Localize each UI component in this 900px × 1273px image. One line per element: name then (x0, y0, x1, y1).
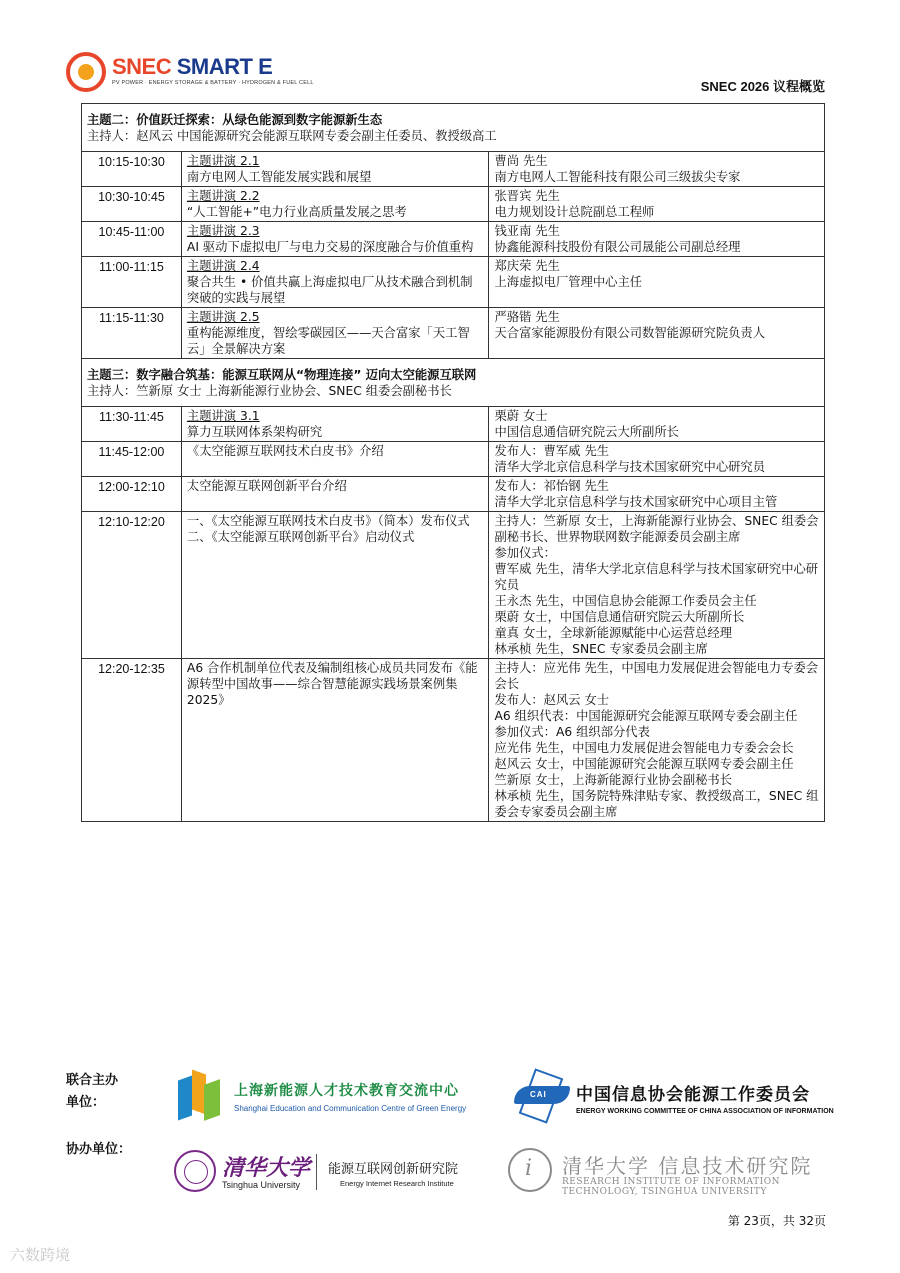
talk-title: 算力互联网体系架构研究 (186, 425, 323, 439)
talk-label: 主题讲演 3.1 (186, 409, 260, 423)
speaker-line: 主持人：应光伟 先生，中国电力发展促进会智能电力专委会会长 (494, 661, 819, 691)
eiri-name-en: Energy Internet Research Institute (340, 1179, 454, 1188)
session-topic (181, 257, 489, 308)
speaker-line: 发布人：祁怡钢 先生 (494, 479, 610, 493)
table-row (82, 442, 825, 477)
talk-label: 主题讲演 2.4 (186, 259, 260, 273)
session-topic (181, 222, 489, 257)
table-row (82, 407, 825, 442)
session-speaker (489, 308, 825, 359)
theme2-header (82, 104, 825, 152)
eiri-name-cn: 能源互联网创新研究院 (328, 1162, 459, 1177)
session-speaker (489, 512, 825, 659)
speaker-name: 严骆锴 先生 (494, 310, 560, 324)
talk-label: 主题讲演 2.3 (186, 224, 260, 238)
speaker-line: 发布人：赵风云 女士 (494, 693, 610, 707)
session-speaker (489, 257, 825, 308)
session-topic: 《太空能源互联网技术白皮书》介绍 (181, 442, 489, 477)
session-topic: 太空能源互联网创新平台介绍 (181, 477, 489, 512)
ceremony-line: 二、《太空能源互联网创新平台》启动仪式 (186, 530, 415, 544)
snec-logo-text: SNEC SMART E (112, 54, 273, 79)
eca-logo (514, 1068, 834, 1124)
speaker-line: 应光伟 先生，中国电力发展促进会智能电力专委会会长 (494, 741, 794, 755)
theme3-header (82, 359, 825, 407)
eca-name-en: ENERGY WORKING COMMITTEE OF CHINA ASSOCIATION OF INFORMATION (576, 1108, 834, 1115)
theme-host: 主持人：竺新原 女士 上海新能源行业协会、SNEC 组委会副秘书长 (87, 384, 452, 398)
session-topic (181, 187, 489, 222)
session-topic (181, 152, 489, 187)
riit-name-en: RESEARCH INSTITUTE OF INFORMATION TECHNOLOGY, TSINGHUA UNIVERSITY (562, 1177, 780, 1197)
speaker-line: 竺新原 女士，上海新能源行业协会副秘书长 (494, 773, 733, 787)
speaker-line: 参加仪式： (494, 546, 556, 560)
session-time: 10:15-10:30 (82, 152, 182, 187)
table-row (82, 222, 825, 257)
tsinghua-seal-icon (174, 1150, 216, 1192)
snec-logo (66, 52, 314, 96)
theme-row (82, 359, 825, 407)
tsinghua-name-cn: 清华大学 (222, 1155, 311, 1181)
talk-label: 主题讲演 2.1 (186, 154, 260, 168)
eca-logo-icon: CAI (514, 1068, 570, 1124)
talk-label: 主题讲演 2.5 (186, 310, 260, 324)
speaker-line: 林承桢 先生，国务院特殊津贴专家、教授级高工，SNEC 组委会专家委员会副主席 (494, 789, 819, 819)
speaker-line: 栗蔚 女士，中国信息通信研究院云大所副所长 (494, 610, 745, 624)
sec-logo (178, 1072, 488, 1128)
snec-logo-icon (66, 52, 106, 92)
session-time: 11:45-12:00 (82, 442, 182, 477)
table-row (82, 512, 825, 659)
theme-host: 主持人：赵风云 中国能源研究会能源互联网专委会副主任委员、教授级高工 (87, 129, 497, 143)
session-topic: A6 合作机制单位代表及编制组核心成员共同发布《能源转型中国故事——综合智慧能源实践场景案例集 2025》 (181, 659, 489, 822)
session-speaker (489, 407, 825, 442)
theme-title: 主题二：价值跃迁探索：从绿色能源到数字能源新生态 (87, 113, 383, 127)
speaker-line: 主持人：竺新原 女士，上海新能源行业协会、SNEC 组委会副秘书长、世界物联网数字能源委员会副主席 (494, 514, 819, 544)
speaker-line: 栗蔚 女士 (494, 409, 548, 423)
speaker-line: 王永杰 先生，中国信息协会能源工作委员会主任 (494, 594, 757, 608)
session-speaker (489, 187, 825, 222)
organizers-label: 联合主办 单位： (66, 1073, 119, 1110)
eca-name-cn: 中国信息协会能源工作委员会 (576, 1085, 810, 1105)
session-time: 12:10-12:20 (82, 512, 182, 659)
ceremony-line: 一、《太空能源互联网技术白皮书》（简本）发布仪式 (186, 514, 470, 528)
session-topic (181, 512, 489, 659)
session-time: 11:15-11:30 (82, 308, 182, 359)
session-time: 10:45-11:00 (82, 222, 182, 257)
table-row (82, 477, 825, 512)
talk-title: 聚合共生 • 价值共赢上海虚拟电厂从技术融合到机制突破的实践与展望 (186, 275, 473, 305)
talk-title: 南方电网人工智能发展实践和展望 (186, 170, 372, 184)
table-row (82, 659, 825, 822)
session-time: 11:30-11:45 (82, 407, 182, 442)
talk-label: 主题讲演 2.2 (186, 189, 260, 203)
speaker-line: 童真 女士，全球新能源赋能中心运营总经理 (494, 626, 733, 640)
speaker-line: 赵风云 女士，中国能源研究会能源互联网专委会副主任 (494, 757, 794, 771)
speaker-name: 张晋宾 先生 (494, 189, 560, 203)
co-organizers-label: 协办单位： (66, 1142, 132, 1157)
session-topic (181, 308, 489, 359)
session-speaker (489, 222, 825, 257)
riit-name-cn: 清华大学 信息技术研究院 (562, 1154, 813, 1178)
speaker-name: 钱亚南 先生 (494, 224, 560, 238)
session-speaker (489, 477, 825, 512)
session-time: 12:00-12:10 (82, 477, 182, 512)
speaker-affiliation: 南方电网人工智能科技有限公司三级拔尖专家 (494, 170, 741, 184)
session-time: 11:00-11:15 (82, 257, 182, 308)
speaker-line: 曹军威 先生，清华大学北京信息科学与技术国家研究中心研究员 (494, 562, 819, 592)
theme-row (82, 104, 825, 152)
speaker-line: 中国信息通信研究院云大所副所长 (494, 425, 679, 439)
speaker-line: 发布人：曹军威 先生 (494, 444, 610, 458)
riit-seal-icon (508, 1148, 552, 1192)
session-time: 12:20-12:35 (82, 659, 182, 822)
talk-title: 重构能源维度，智绘零碳园区——天合富家「天工智云」全景解决方案 (186, 326, 470, 356)
table-row (82, 187, 825, 222)
logo-divider (316, 1154, 317, 1190)
page-header (0, 0, 900, 100)
watermark: 六数跨境 (10, 1246, 71, 1264)
speaker-affiliation: 电力规划设计总院副总工程师 (494, 205, 655, 219)
snec-logo-subtitle: PV POWER · ENERGY STORAGE & BATTERY · HYDROGEN & FUEL CELL (112, 80, 314, 86)
table-row (82, 152, 825, 187)
speaker-line: 参加仪式：A6 组织部分代表 (494, 725, 650, 739)
session-speaker (489, 442, 825, 477)
speaker-line: 清华大学北京信息科学与技术国家研究中心研究员 (494, 460, 766, 474)
speaker-affiliation: 上海虚拟电厂管理中心主任 (494, 275, 643, 289)
page-number: 第 23页，共 32页 (727, 1214, 826, 1228)
speaker-name: 郑庆荣 先生 (494, 259, 560, 273)
speaker-line: 清华大学北京信息科学与技术国家研究中心项目主管 (494, 495, 778, 509)
session-speaker (489, 152, 825, 187)
theme-title: 主题三：数字融合筑基：能源互联网从“物理连接” 迈向太空能源互联网 (87, 368, 477, 382)
table-row (82, 308, 825, 359)
sec-name-en: Shanghai Education and Communication Centre of Green Energy (234, 1104, 467, 1113)
talk-title: AI 驱动下虚拟电厂与电力交易的深度融合与价值重构 (186, 240, 474, 254)
talk-title: “人工智能+”电力行业高质量发展之思考 (186, 205, 407, 219)
sec-name-cn: 上海新能源人才技术教育交流中心 (234, 1083, 459, 1099)
table-row (82, 257, 825, 308)
sec-logo-icon (178, 1072, 222, 1122)
speaker-line: 林承桢 先生，SNEC 专家委员会副主席 (494, 642, 708, 656)
tsinghua-name-en: Tsinghua University (222, 1180, 301, 1190)
speaker-affiliation: 协鑫能源科技股份有限公司晟能公司副总经理 (494, 240, 741, 254)
session-topic (181, 407, 489, 442)
session-speaker (489, 659, 825, 822)
session-time: 10:30-10:45 (82, 187, 182, 222)
speaker-affiliation: 天合富家能源股份有限公司数智能源研究院负责人 (494, 326, 766, 340)
agenda-table (81, 103, 825, 822)
document-title: SNEC 2026 议程概览 (700, 79, 825, 94)
speaker-line: A6 组织代表：中国能源研究会能源互联网专委会副主任 (494, 709, 798, 723)
speaker-name: 曹尚 先生 (494, 154, 548, 168)
